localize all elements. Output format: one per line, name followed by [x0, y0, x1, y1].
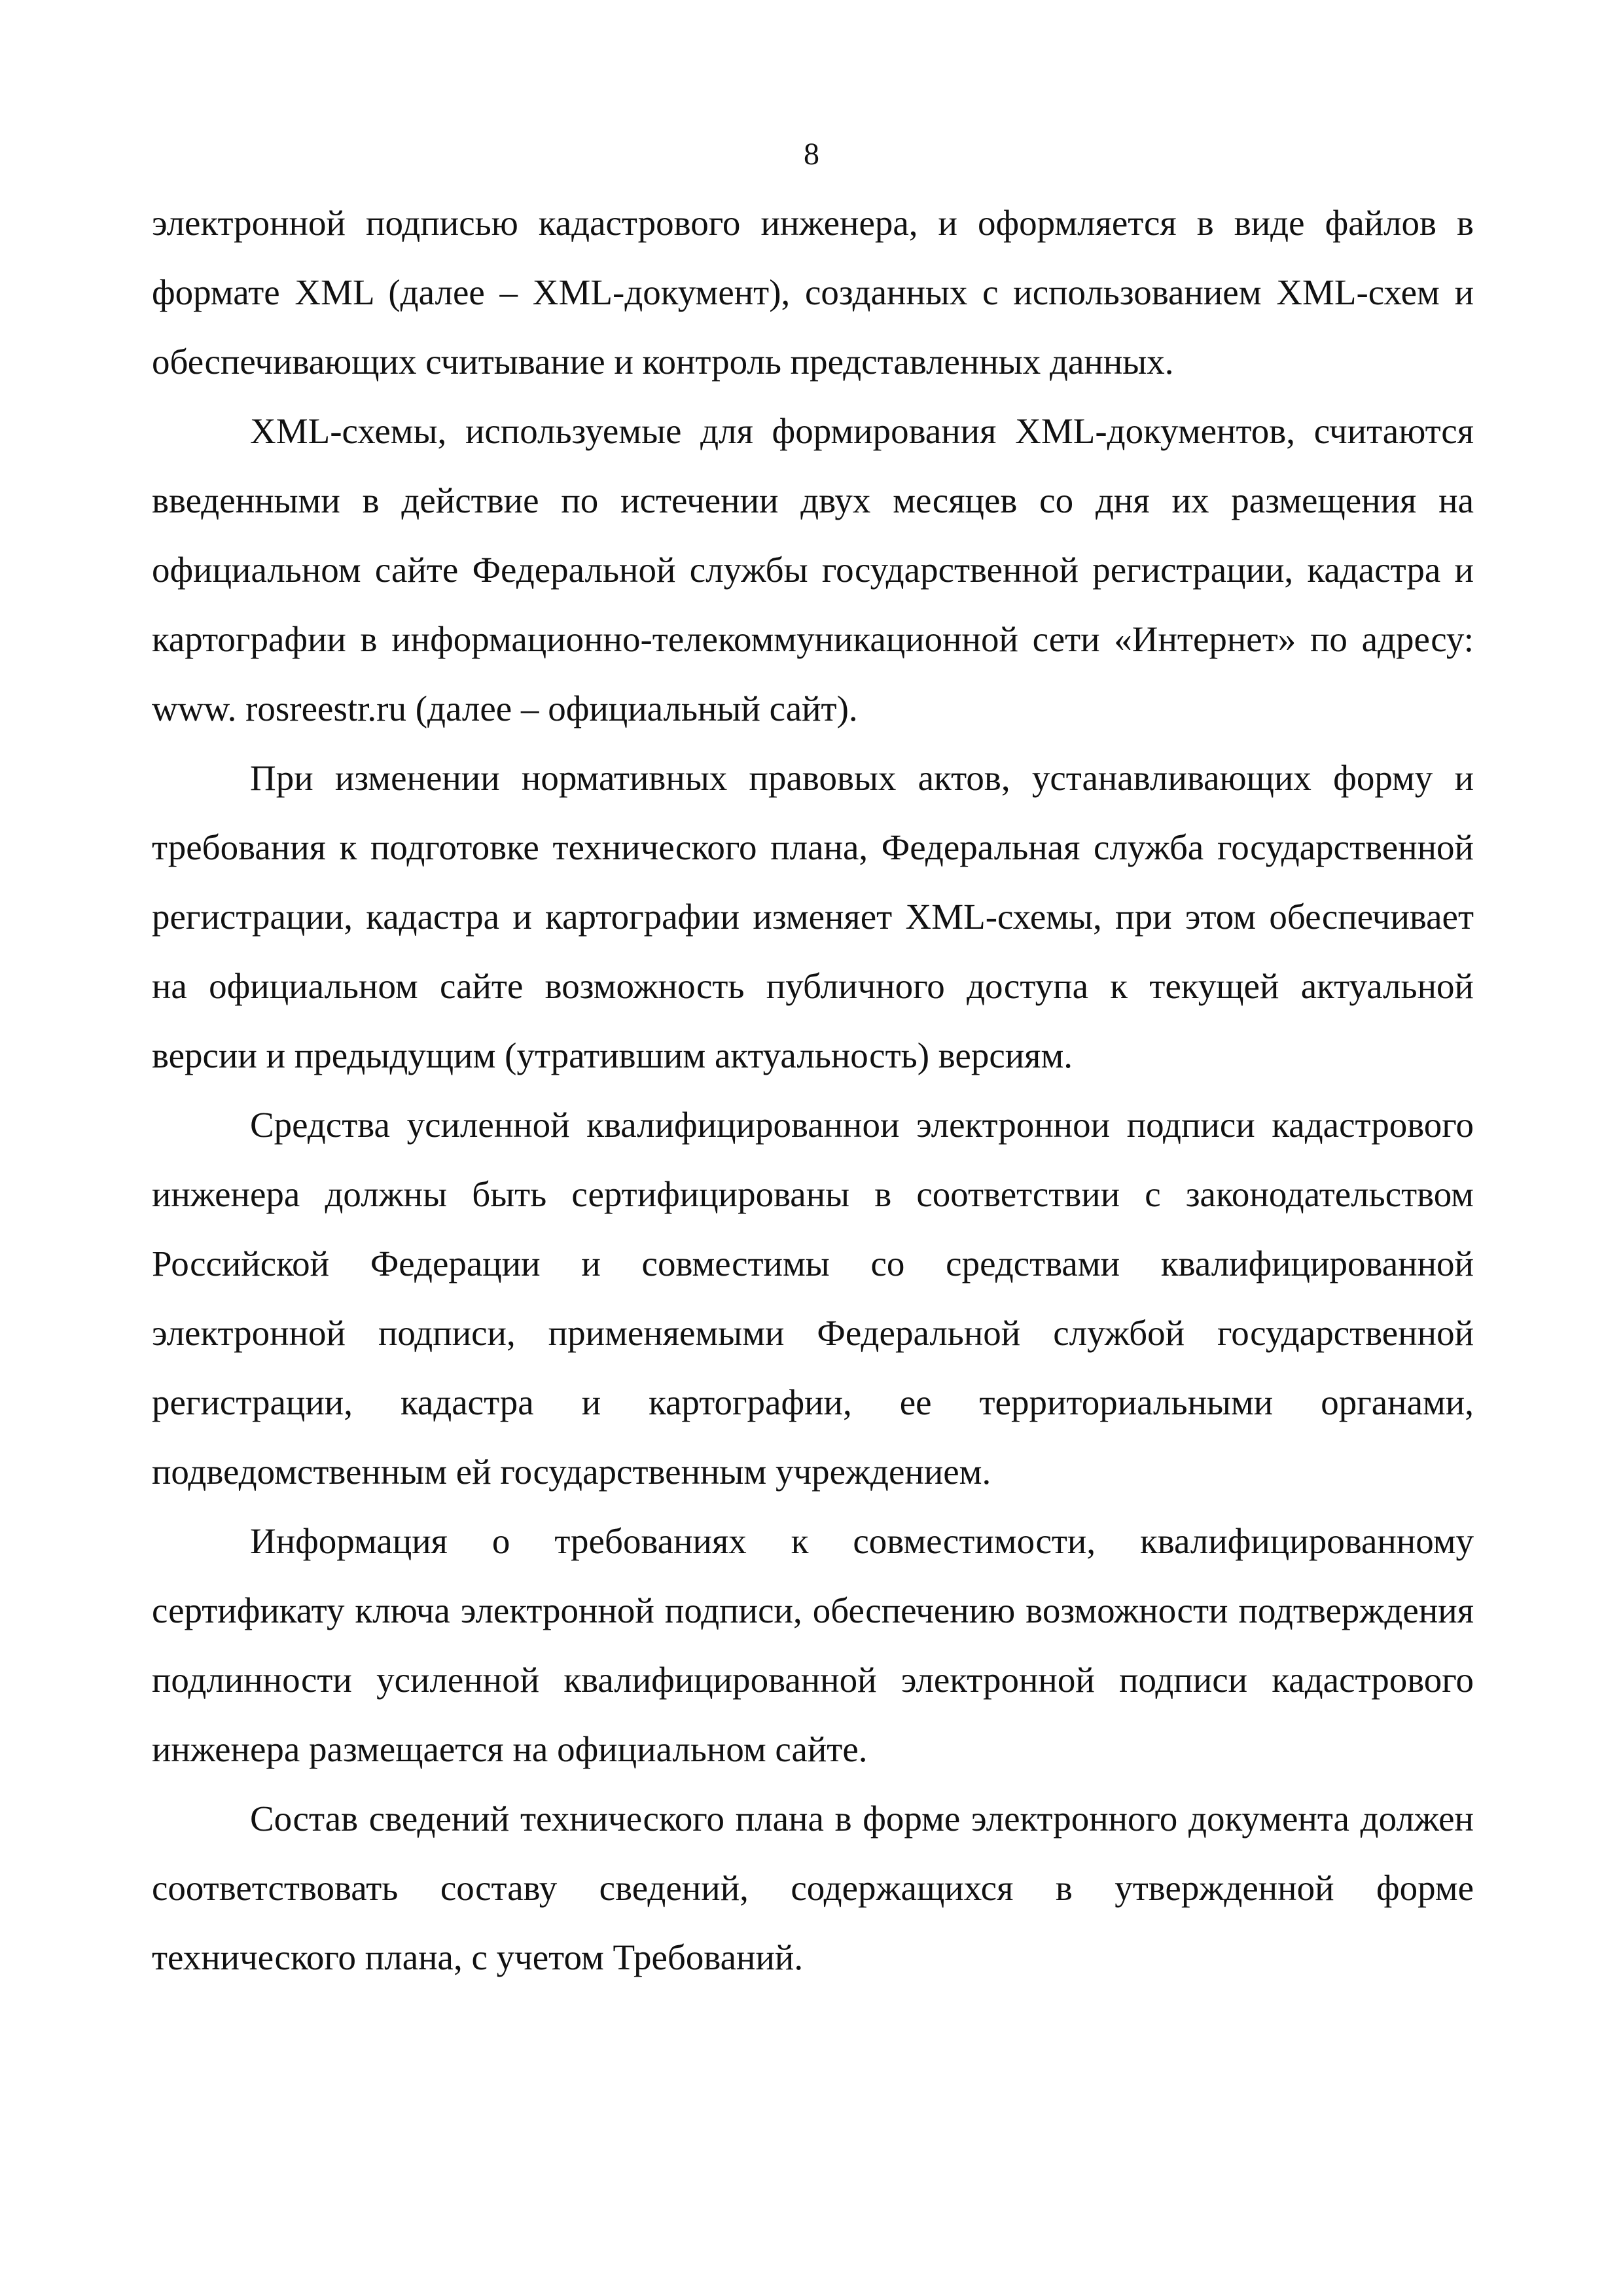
- document-body: [152, 188, 1474, 1992]
- paragraph-compatibility-info: Информация о требованиях к совместимости, квалифицированному сертификату ключа электронной подписи, обеспечению возможности подтверждения подлинности усиленной квалифицированной электронной подписи кадастрового инженера размещается на официальном сайте.: [152, 1521, 1474, 1769]
- paragraph-continuation: электронной подписью кадастрового инженера, и оформляется в виде файлов в формате XML (далее – XML-документ), созданных с использованием XML-схем и обеспечивающих считывание и контроль представленных данных.: [152, 203, 1474, 382]
- paragraph-xml-schemas: XML-схемы, используемые для формирования XML-документов, считаются введенными в действие по истечении двух месяцев со дня их размещения на официальном сайте Федеральной службы государственной регистрации, кадастра и картографии в информационно-телекоммуникационной сети «Интернет» по адресу: www. rosreestr.ru (далее – официальный сайт).: [152, 411, 1474, 728]
- paragraph-signature-tools: Средства усиленной квалифицированнои электроннои подписи кадастрового инженера должны быть сертифицированы в соответствии с законодательством Российской Федерации и совместимы со средствами квалифицированной электронной подписи, применяемыми Федеральной службой государственной регистрации, кадастра и картографии, ее территориальными органами, подведомственным ей государственным учреждением.: [152, 1105, 1474, 1492]
- paragraph-schema-changes: При изменении нормативных правовых актов, устанавливающих форму и требования к подготовке технического плана, Федеральная служба государственной регистрации, кадастра и картографии изменяет XML-схемы, при этом обеспечивает на официальном сайте возможность публичного доступа к текущей актуальной версии и предыдущим (утратившим актуальность) версиям.: [152, 758, 1474, 1075]
- paragraph-plan-contents: Состав сведений технического плана в форме электронного документа должен соответствовать составу сведений, содержащихся в утвержденной форме технического плана, с учетом Требований.: [152, 1799, 1474, 1977]
- page-number: 8: [804, 137, 819, 171]
